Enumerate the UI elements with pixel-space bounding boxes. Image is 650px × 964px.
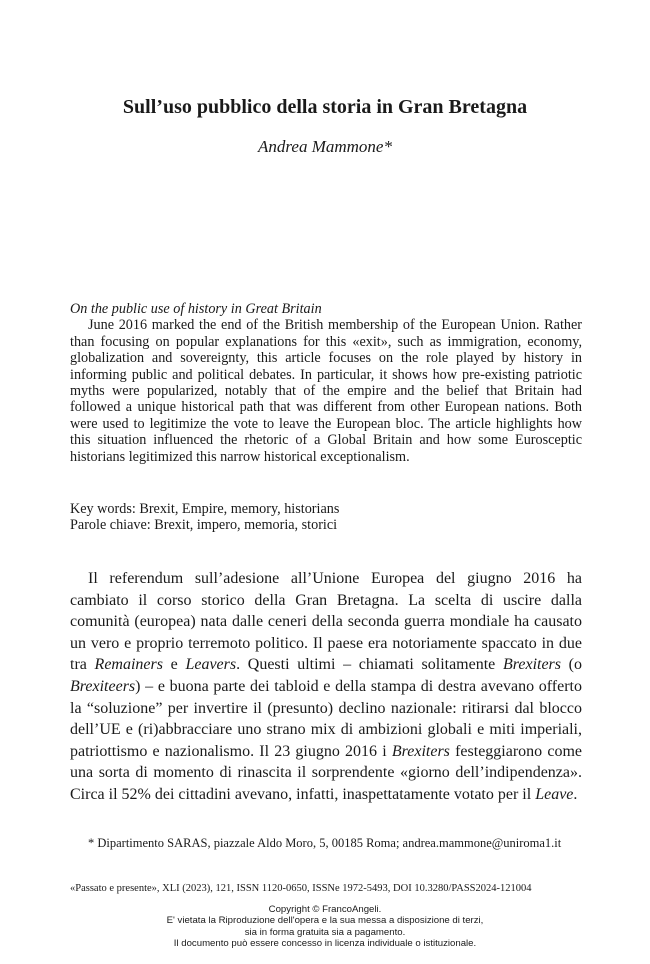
keywords-section	[70, 501, 582, 534]
copyright-line: Copyright © FrancoAngeli.	[268, 904, 382, 915]
body-text-run: Il referendum sull’adesione all’Unione Europea del giugno 2016 ha cambiato il corso storico della Gran Bretagna. La scelta di uscire dalla comunità (europea) nata dalle ceneri della seconda guerra mondiale ha causato un vero e proprio terremoto politico. Il paese era notoriamente spaccato in due tra	[70, 570, 582, 674]
body-text-run: e	[162, 656, 186, 674]
keywords-italian: Parole chiave: Brexit, impero, memoria, storici	[70, 517, 338, 534]
body-text-run: (o	[561, 656, 583, 674]
body-italic-term: Leave	[535, 785, 574, 803]
abstract-title: On the public use of history in Great Britain	[70, 301, 322, 317]
copyright-notice	[0, 904, 650, 950]
body-italic-term: Brexiters	[391, 742, 450, 760]
body-italic-term: Leavers	[185, 656, 237, 674]
journal-citation: «Passato e presente», XLI (2023), 121, ISSN 1120-0650, ISSNe 1972-5493, DOI 10.3280/PASS2024-121004	[70, 883, 532, 894]
body-italic-term: Brexiteers	[70, 677, 136, 695]
body-text-run: .	[573, 785, 578, 803]
body-paragraph	[70, 568, 582, 806]
copyright-line: Il documento può essere concesso in licenza individuale o istituzionale.	[173, 938, 477, 950]
abstract-section	[70, 301, 582, 465]
keywords-english: Key words: Brexit, Empire, memory, historians	[70, 501, 340, 517]
body-text-run: ) – e buona parte dei tabloid e della stampa di destra avevano offerto la “soluzione” per invertire il (presunto) declino nazionale: ritirarsi dal blocco dell’UE e (ri)abbracciare uno strano mix di ambizioni globali e miti imperiali, patriottismo e nazionalismo. Il 23 giugno 2016 i	[70, 677, 582, 760]
body-text-run: . Questi ultimi – chiamati solitamente	[236, 656, 503, 674]
article-title: Sull’uso pubblico della storia in Gran Bretagna	[122, 96, 528, 118]
author-footnote: * Dipartimento SARAS, piazzale Aldo Moro, 5, 00185 Roma; andrea.mammone@uniroma1.it	[88, 836, 562, 850]
body-italic-term: Remainers	[94, 656, 163, 674]
abstract-text: June 2016 marked the end of the British membership of the European Union. Rather than focusing on popular explanations for this «exit», such as immigration, economy, globalization and sovereignty, this article focuses on the role played by history in informing public and political debates. In particular, it shows how pre-existing patriotic myths were popularized, notably that of the empire and the belief that Britain had followed a unique historical path that was different from other European nations. Both were used to legitimize the vote to leave the European bloc. The article highlights how this situation influenced the rhetoric of a Global Britain and how some Eurosceptic historians legitimized this narrow historical exceptionalism.	[70, 317, 582, 465]
body-text-run: festeggiarono come una sorta di momento di rinascita il sorprendente «giorno dell’indipendenza». Circa il 52% dei cittadini avevano, infatti, inaspettatamente votato per il	[70, 742, 582, 803]
copyright-line: E' vietata la Riproduzione dell'opera e la sua messa a disposizione di terzi,	[166, 915, 484, 927]
article-author: Andrea Mammone*	[258, 137, 392, 156]
body-italic-term: Brexiters	[502, 656, 562, 674]
copyright-line: sia in forma gratuita sia a pagamento.	[244, 926, 406, 938]
